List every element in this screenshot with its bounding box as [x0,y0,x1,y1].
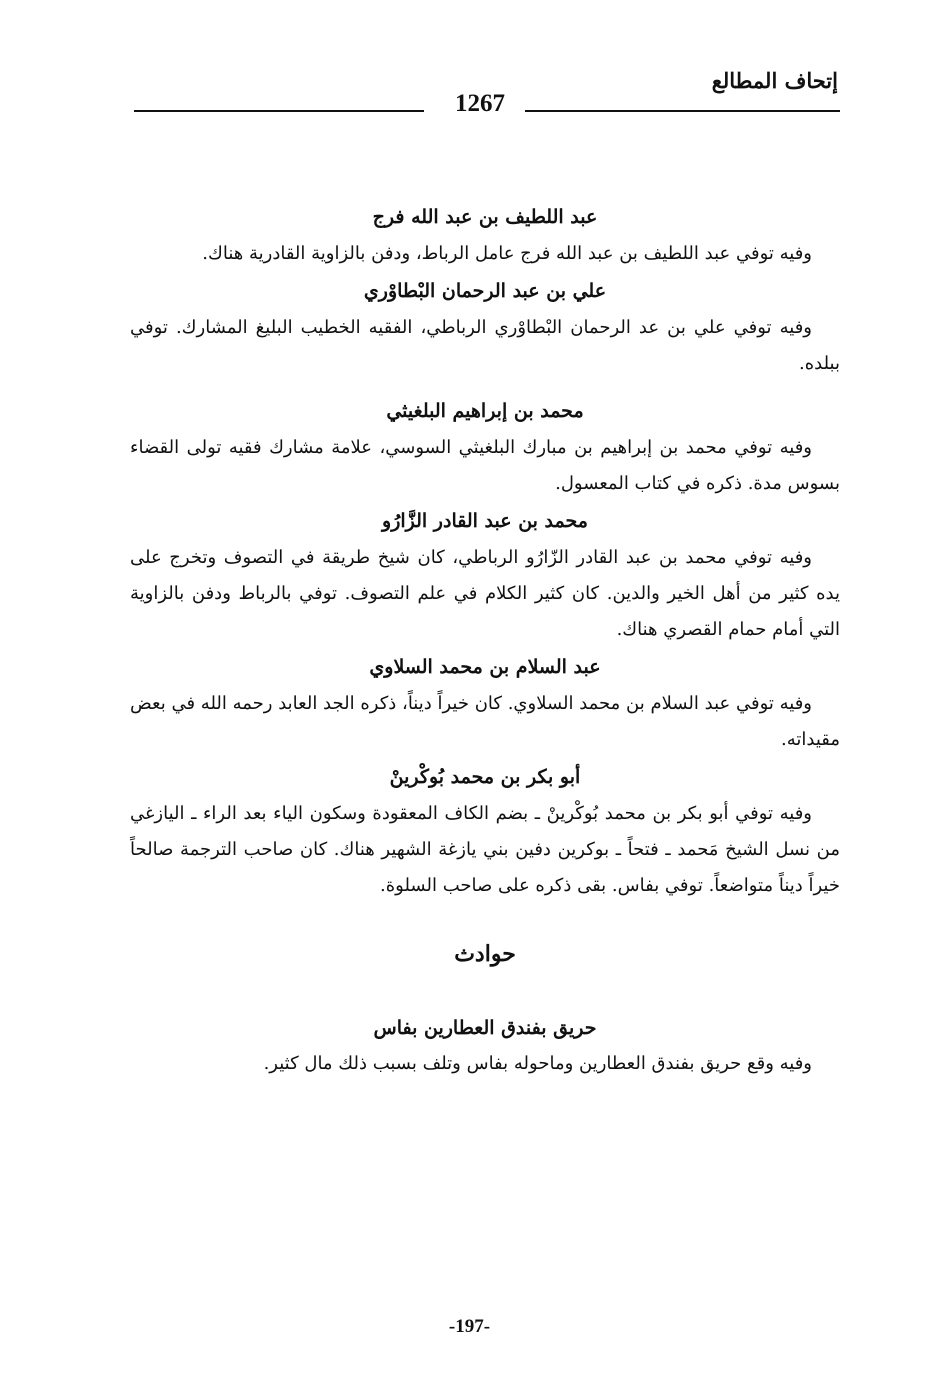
entry-body: وفيه توفي أبو بكر بن محمد بُوكْرينْ ـ بضم الكاف المعقودة وسكون الياء بعد الراء ـ اليازغي من نسل الشيخ مَحمد ـ فتحاً ـ بوكرين دفين بني يازغة الشهير هناك. كان صاحب الترجمة صالحاً خيراً ديناً متواضعاً. توفي بفاس. بقى ذكره على صاحب السلوة. [130,803,840,896]
event-heading: حريق بفندق العطارين بفاس [373,1017,597,1039]
events-section-title: حوادث [454,941,516,967]
entry-heading: محمد بن عبد القادر الزَّارُو [382,510,588,532]
header-rule-right [525,110,840,113]
entry-body: وفيه توفي عبد اللطيف بن عبد الله فرج عامل الرباط، ودفن بالزاوية القادرية هناك. [202,243,812,264]
biography-entry [130,392,840,502]
page-content [130,198,840,1082]
biography-entry [130,648,840,758]
entry-body: وفيه توفي عبد السلام بن محمد السلاوي. كان خيراً ديناً، ذكره الجد العابد رحمه الله في بعض مقيداته. [130,693,840,750]
header-rule-left [134,110,424,113]
spacer [130,382,840,392]
year-number: 1267 [455,90,505,117]
entry-body: وفيه توفي علي بن عد الرحمان البْطاوْري الرباطي، الفقيه الخطيب البليغ المشارك. توفي ببلده. [130,317,840,374]
running-title: إتحاف المطالع [711,68,838,93]
biography-entry [130,758,840,904]
biography-entry [130,502,840,648]
page-header [130,68,840,128]
page-number: -197- [448,1316,491,1337]
entry-heading: عبد اللطيف بن عبد الله فرج [372,206,598,228]
entry-body: وفيه توفي محمد بن عبد القادر الزّارُو الرباطي، كان شيخ طريقة في التصوف وتخرج على يده كثير من أهل الخير والدين. كان كثير الكلام في علم التصوف. توفي بالرباط ودفن بالزاوية التي أمام حمام القصري هناك. [130,547,840,640]
entry-heading: محمد بن إبراهيم البلغيثي [386,400,584,422]
entry-heading: أبو بكر بن محمد بُوكْرينْ [389,766,581,788]
biography-entry [130,272,840,382]
entry-body: وفيه توفي محمد بن إبراهيم بن مبارك البلغيثي السوسي، علامة مشارك فقيه تولى القضاء بسوس مدة. ذكره في كتاب المعسول. [130,437,840,494]
entry-heading: عبد السلام بن محمد السلاوي [369,656,601,678]
biography-entry [130,198,840,272]
entry-heading: علي بن عبد الرحمان البْطاوْري [363,280,607,302]
event-body: وفيه وقع حريق بفندق العطارين وماحوله بفاس وتلف بسبب ذلك مال كثير. [263,1053,812,1074]
